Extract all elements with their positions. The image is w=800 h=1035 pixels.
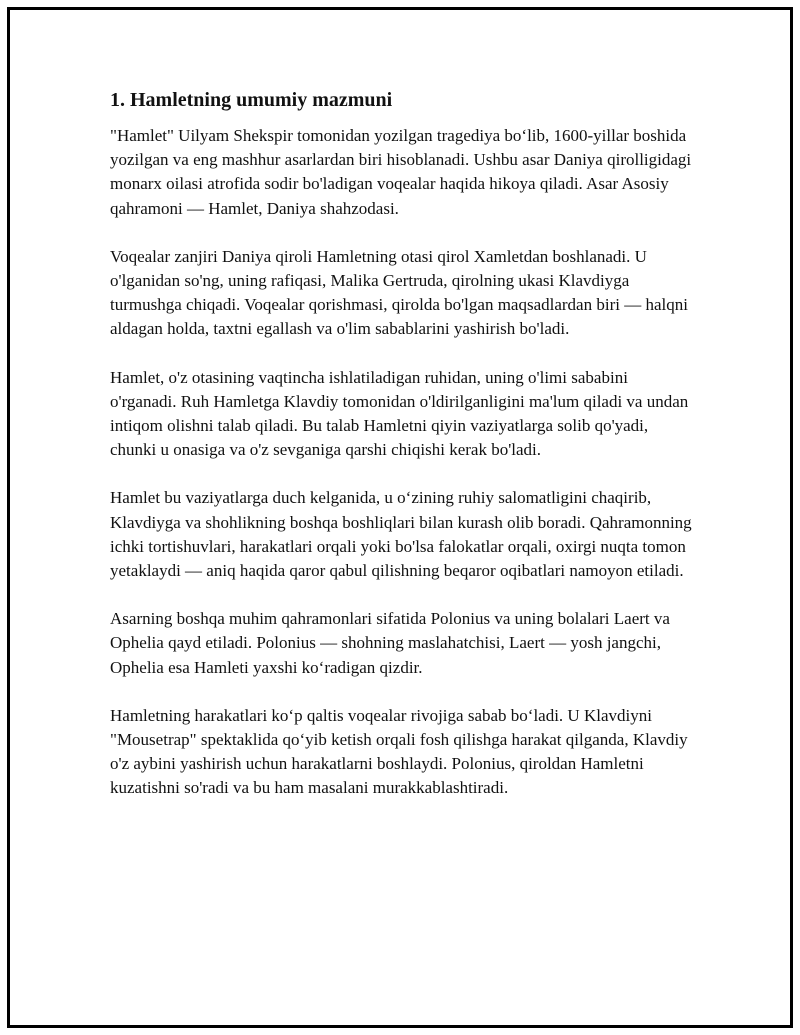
document-body [110, 88, 695, 825]
paragraph-intro: "Hamlet" Uilyam Shekspir tomonidan yozilgan tragediya boʻlib, 1600-yillar boshida yozilgan va eng mashhur asarlardan biri hisoblanadi. Ushbu asar Daniya qirolligidagi monarx oilasi atrofida sodir bo'ladigan voqealar haqida hikoya qiladi. Asar Asosiy qahramoni — Hamlet, Daniya shahzodasi. [110, 126, 692, 218]
section-heading: 1. Hamletning umumiy mazmuni [110, 89, 393, 111]
paragraph-ghost: Hamlet, o'z otasining vaqtincha ishlatiladigan ruhidan, uning o'limi sababini o'rganadi. Ruh Hamletga Klavdiy tomonidan o'ldirilganligini ma'lum qiladi va undan intiqom olishni talab qiladi. Bu talab Hamletni qiyin vaziyatlarga solib qo'yadi, chunki u onasiga va o'z sevganiga qarshi chiqishi kerak bo'ladi. [110, 367, 689, 460]
paragraph-struggle: Hamlet bu vaziyatlarga duch kelganida, u oʻzining ruhiy salomatligini chaqirib, Klavdiyga va shohlikning boshqa boshliqlari bilan kurash olib boradi. Qahramonning ichki tortishuvlari, harakatlari orqali yoki bo'lsa falokatlar orqali, oxirgi nuqta tomon yetaklaydi — aniq haqida qaror qabul qilishning beqaror oqibatlari namoyon etiladi. [110, 488, 692, 581]
paragraph-events-chain: Voqealar zanjiri Daniya qiroli Hamletning otasi qirol Xamletdan boshlanadi. U o'lganidan so'ng, uning rafiqasi, Malika Gertruda, qirolning ukasi Klavdiyga turmushga chiqadi. Voqealar qorishmasi, qirolda bo'lgan maqsadlardan biri — halqni aldagan holda, taxtni egallash va o'lim sabablarini yashirish bo'ladi. [110, 246, 688, 339]
paragraph-mousetrap: Hamletning harakatlari koʻp qaltis voqealar rivojiga sabab boʻladi. U Klavdiyni "Mousetrap" spektaklida qoʻyib ketish orqali fosh qilishga harakat qilganda, Klavdiy o'z aybini yashirish uchun harakatlarni boshlaydi. Polonius, qiroldan Hamletni kuzatishni so'radi va bu ham masalani murakkablashtiradi. [110, 705, 688, 798]
paragraph-characters: Asarning boshqa muhim qahramonlari sifatida Polonius va uning bolalari Laert va Ophelia qayd etiladi. Polonius — shohning maslahatchisi, Laert — yosh jangchi, Ophelia esa Hamleti yaxshi koʻradigan qizdir. [110, 609, 670, 677]
